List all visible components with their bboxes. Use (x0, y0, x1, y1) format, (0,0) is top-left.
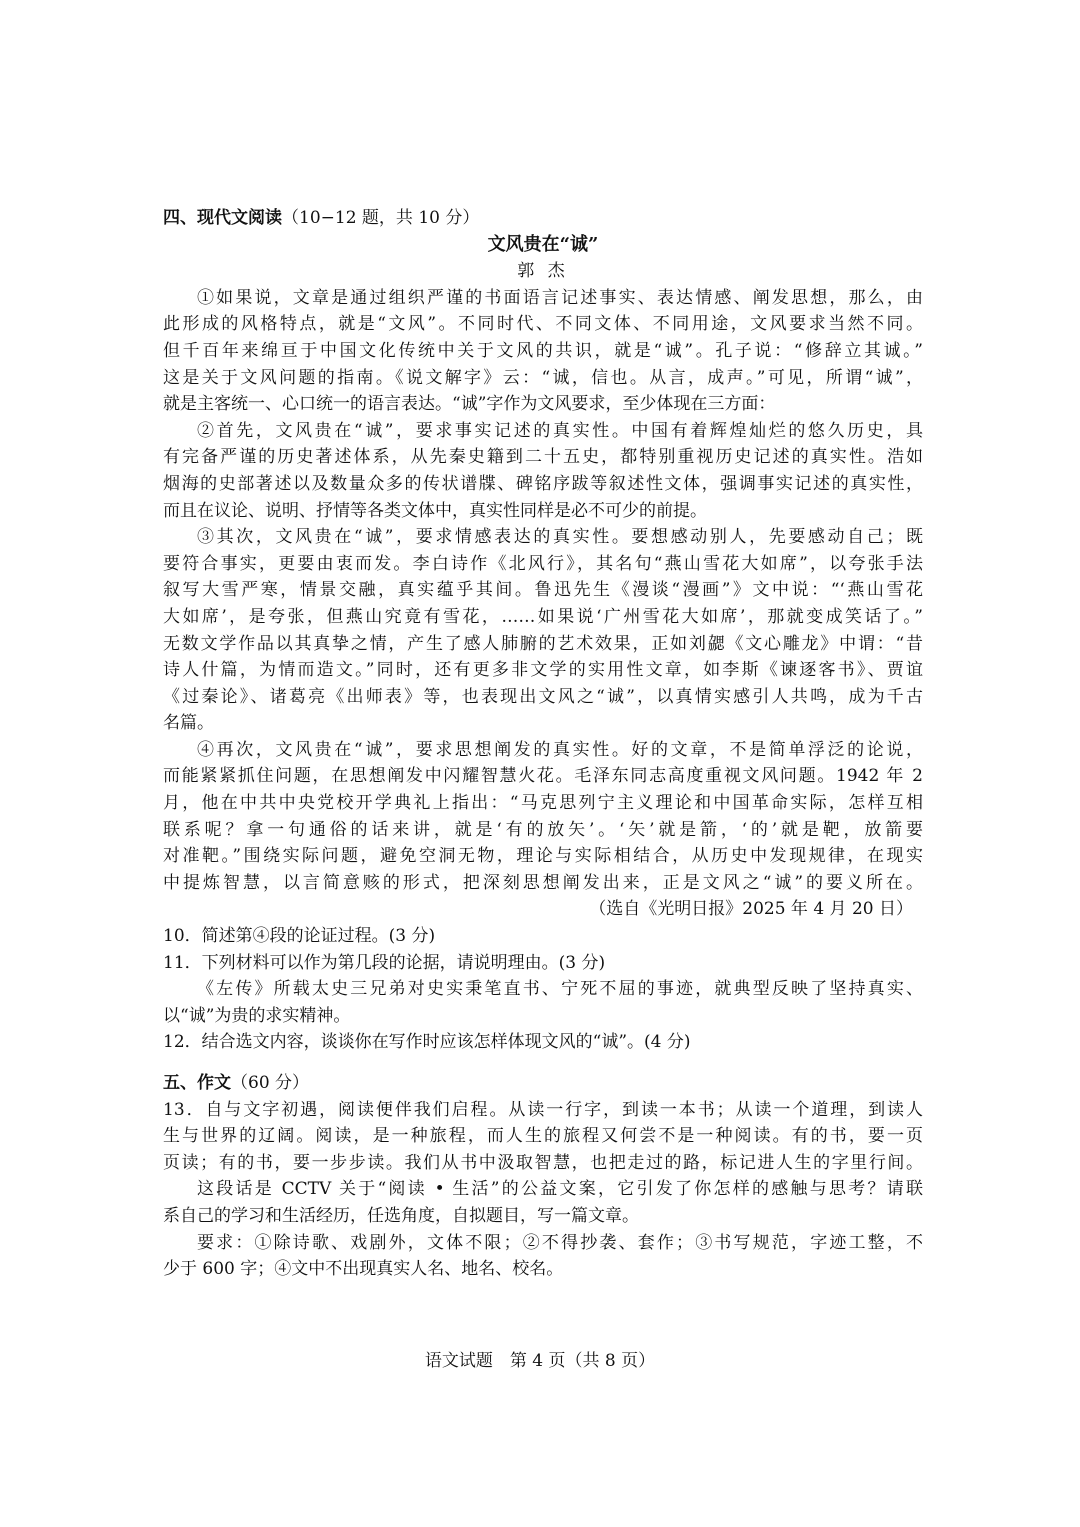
essay-prompt-line: 13．自与文字初遇，阅读便伴我们启程。从读一行字，到读一本书；从读一个道理，到读人 (163, 1099, 923, 1120)
exam-page (163, 205, 923, 1283)
paragraph-line: 而能紧紧抓住问题，在思想阐发中闪耀智慧火花。毛泽东同志高度重视文风问题。1942 年 2 (163, 766, 923, 787)
article-title: 文风贵在“诚” (487, 233, 599, 255)
paragraph-line: 《过秦论》、诸葛亮《出师表》等，也表现出文风之“诚”，以真情实感引人共鸣，成为千古 (163, 686, 923, 707)
page-footer: 语文试题 第 4 页（共 8 页） (424, 1351, 656, 1371)
paragraph-line: 烟海的史部著述以及数量众多的传状谱牒、碑铭序跋等叙述性文体，强调事实记述的真实性， (163, 473, 923, 494)
paragraph-line: 无数文学作品以其真挚之情，产生了感人肺腑的艺术效果，正如刘勰《文心雕龙》中谓：“昔 (163, 633, 923, 654)
paragraph-line: 而且在议论、说明、抒情等各类文体中，真实性同样是必不可少的前提。 (163, 500, 707, 521)
paragraph-line: 叙写大雪严寒，情景交融，真实蕴乎其间。鲁迅先生《漫谈“漫画”》文中说：“‘燕山雪花 (163, 580, 923, 601)
question-12: 12．结合选文内容，谈谈你在写作时应该怎样体现文风的“诚”。(4 分) (163, 1032, 691, 1053)
article-source: （选自《光明日报》2025 年 4 月 20 日） (589, 899, 913, 920)
essay-prompt-line: 系自己的学习和生活经历，任选角度，自拟题目，写一篇文章。 (163, 1205, 639, 1226)
paragraph-line: 就是主客统一、心口统一的语言表达。“诚”字作为文风要求，至少体现在三方面： (163, 394, 776, 415)
paragraph-line: ①如果说，文章是通过组织严谨的书面语言记述事实、表达情感、阐发思想，那么，由 (197, 287, 923, 308)
paragraph-line: 联系呢？拿一句通俗的话来讲，就是‘有的放矢’。‘矢’就是箭，‘的’就是靶，放箭要 (163, 819, 923, 840)
paragraph-line: 此形成的风格特点，就是“文风”。不同时代、不同文体、不同用途，文风要求当然不同。 (163, 314, 923, 335)
essay-prompt-line: 生与世界的辽阔。阅读，是一种旅程，而人生的旅程又何尝不是一种阅读。有的书，要一页 (163, 1126, 923, 1147)
paragraph-line: 但千百年来绵亘于中国文化传统中关于文风的共识，就是“诚”。孔子说：“修辞立其诚。” (163, 340, 923, 361)
paragraph-line: ④再次，文风贵在“诚”，要求思想阐发的真实性。好的文章，不是简单浮泛的论说， (197, 739, 923, 760)
essay-prompt-line: 这段话是 CCTV 关于“阅读 • 生活”的公益文案，它引发了你怎样的感触与思考？请联 (197, 1179, 923, 1200)
question-10: 10．简述第④段的论证过程。(3 分) (163, 926, 436, 947)
question-11-material: 《左传》所载太史三兄弟对史实秉笔直书、宁死不屈的事迹，就典型反映了坚持真实、 (197, 979, 923, 1000)
article-author: 郭 杰 (517, 261, 569, 282)
paragraph-line: 月，他在中共中央党校开学典礼上指出：“马克思列宁主义理论和中国革命实际，怎样互相 (163, 793, 923, 814)
paragraph-line: ②首先，文风贵在“诚”，要求事实记述的真实性。中国有着辉煌灿烂的悠久历史，具 (197, 420, 923, 441)
paragraph-line: ③其次，文风贵在“诚”，要求情感表达的真实性。要想感动别人，先要感动自己；既 (197, 527, 923, 548)
paragraph-line: 对准靶。”围绕实际问题，避免空洞无物，理论与实际相结合，从历史中发现规律，在现实 (163, 846, 923, 867)
essay-requirements: 少于 600 字；④文中不出现真实人名、地名、校名。 (163, 1259, 564, 1280)
paragraph-line: 大如席’，是夸张，但燕山究竟有雪花，……如果说‘广州雪花大如席’，那就变成笑话了。” (163, 606, 923, 627)
section-5-heading: 五、作文（60 分） (163, 1073, 310, 1093)
section-4-heading: 四、现代文阅读（10−12 题，共 10 分） (163, 208, 480, 228)
paragraph-line: 要符合事实，更要由衷而发。李白诗作《北风行》，其名句“燕山雪花大如席”，以夸张手法 (163, 553, 923, 574)
paragraph-line: 有完备严谨的历史著述体系，从先秦史籍到二十五史，都特别重视历史记述的真实性。浩如 (163, 447, 923, 468)
paragraph-line: 诗人什篇，为情而造文。”同时，还有更多非文学的实用性文章，如李斯《谏逐客书》、贾谊 (163, 660, 923, 681)
essay-prompt-line: 页读；有的书，要一步步读。我们从书中汲取智慧，也把走过的路，标记进人生的字里行间。 (163, 1152, 923, 1173)
question-11: 11．下列材料可以作为第几段的论据，请说明理由。(3 分) (163, 952, 606, 973)
question-11-material: 以“诚”为贵的求实精神。 (163, 1005, 351, 1026)
paragraph-line: 名篇。 (163, 713, 214, 734)
paragraph-line: 中提炼智慧，以言简意赅的形式，把深刻思想阐发出来，正是文风之“诚”的要义所在。 (163, 872, 923, 893)
essay-requirements: 要求：①除诗歌、戏剧外，文体不限；②不得抄袭、套作；③书写规范，字迹工整，不 (197, 1232, 923, 1253)
paragraph-line: 这是关于文风问题的指南。《说文解字》云：“诚，信也。从言，成声。”可见，所谓“诚”， (163, 367, 923, 388)
